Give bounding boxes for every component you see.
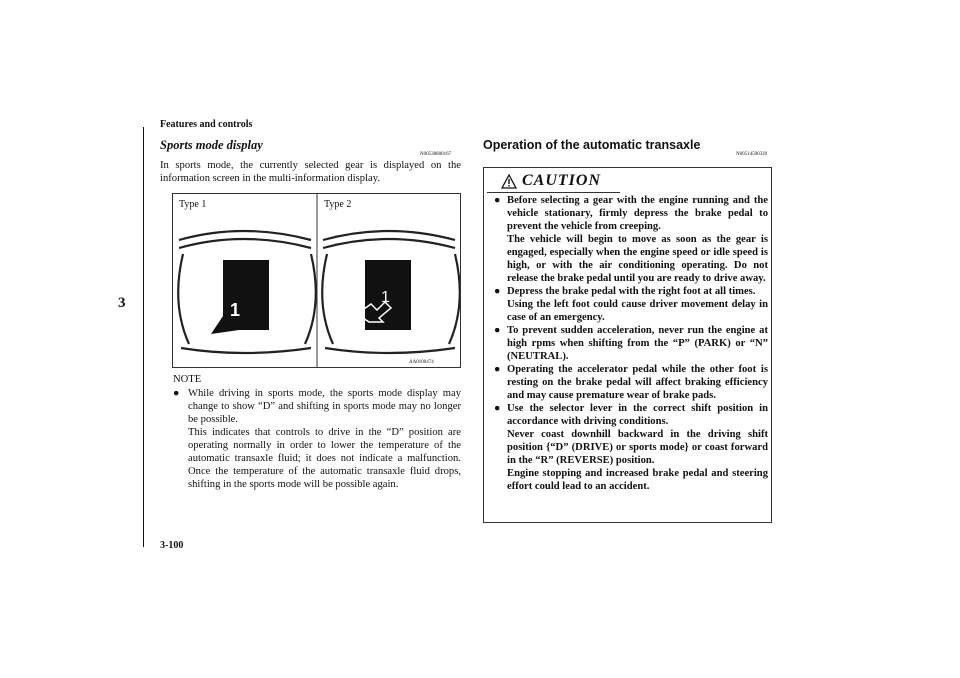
caution-item	[494, 194, 768, 285]
sports-mode-code: N00538800167	[420, 152, 452, 157]
transaxle-code: N00514500320	[736, 152, 768, 157]
transaxle-heading: Operation of the automatic transaxle	[483, 138, 701, 152]
type1-gear-indicator: 1	[230, 300, 241, 320]
caution-title: CAUTION	[522, 172, 602, 189]
bullet-icon: ●	[494, 403, 501, 414]
bullet-icon: ●	[494, 325, 501, 336]
bullet-icon: ●	[494, 286, 501, 297]
caution-header	[487, 171, 620, 193]
caution-text-detail: The vehicle will begin to move as soon as the gear is engaged, especially when the engine speed or idle speed is high, or with the air conditioning operating. Do not release the brake pedal until you are ready to drive away.	[507, 234, 768, 284]
caution-text: Use the selector lever in the correct shift position in accordance with driving conditions.	[507, 403, 768, 427]
caution-text-detail: Engine stopping and increased brake pedal and steering effort could lead to an accident.	[507, 468, 768, 492]
bullet-icon: ●	[173, 388, 180, 399]
caution-item	[494, 363, 768, 402]
caution-text: To prevent sudden acceleration, never run the engine at high rpms when shifting from the “P” (PARK) or “N” (NEUTRAL).	[507, 325, 768, 362]
display-illustration	[173, 194, 460, 367]
type2-label: Type 2	[324, 199, 352, 210]
caution-box	[483, 167, 772, 523]
bullet-icon: ●	[494, 364, 501, 375]
caution-text-detail: Using the left foot could cause driver movement delay in case of an emergency.	[507, 299, 768, 323]
caution-item	[494, 402, 768, 493]
caution-text-detail: Never coast downhill backward in the driving shift position {“D” (DRIVE) or sports mode} or coast forward in the “R” (REVERSE) position.	[507, 429, 768, 466]
chapter-tab-number: 3	[118, 295, 126, 311]
caution-text: Before selecting a gear with the engine running and the vehicle stationary, firmly depress the brake pedal to prevent the vehicle from creeping.	[507, 195, 768, 232]
caution-text: Depress the brake pedal with the right foot at all times.	[507, 286, 756, 297]
warning-triangle-icon	[501, 174, 517, 189]
caution-item	[494, 285, 768, 324]
type2-gear-indicator: 1	[381, 289, 390, 306]
sports-mode-intro: In sports mode, the currently selected gear is displayed on the information screen in the multi-information display.	[160, 160, 461, 184]
note-title: NOTE	[173, 374, 202, 385]
note-text-detail: This indicates that controls to drive in the “D” position are operating normally in order to lower the temperature of the automatic transaxle fluid; it does not indicate a malfunction. Once the temperature of the automatic transaxle fluid drops, shifting in the sports mode will be possible again.	[188, 427, 461, 490]
caution-list	[494, 194, 768, 493]
note-list	[173, 387, 461, 491]
note-item	[173, 387, 461, 491]
chapter-tab-divider	[143, 127, 144, 547]
figure-code: AA0100474	[409, 360, 434, 365]
caution-text: Operating the accelerator pedal while the other foot is resting on the brake pedal will affect braking efficiency and may cause premature wear of brake pads.	[507, 364, 768, 401]
bullet-icon: ●	[494, 195, 501, 206]
display-figure	[172, 193, 461, 368]
page-number: 3-100	[160, 540, 184, 551]
sports-mode-heading: Sports mode display	[160, 138, 263, 152]
caution-item	[494, 324, 768, 363]
section-title: Features and controls	[160, 119, 253, 130]
type1-label: Type 1	[179, 199, 207, 210]
note-text: While driving in sports mode, the sports mode display may change to show “D” and shifting in sports mode may no longer be possible.	[188, 388, 461, 425]
